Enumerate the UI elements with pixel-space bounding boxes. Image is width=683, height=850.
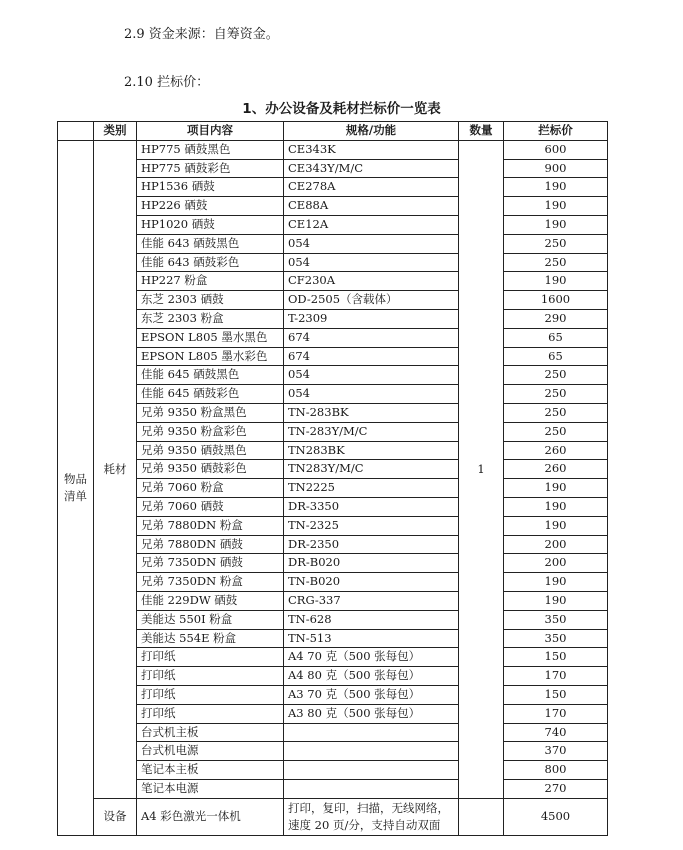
spec-cell: T-2309 <box>284 309 459 328</box>
spec-cell: DR-3350 <box>284 497 459 516</box>
spec-cell: 054 <box>284 253 459 272</box>
price-cell: 65 <box>504 347 608 366</box>
price-cell: 190 <box>504 591 608 610</box>
price-cell: 250 <box>504 234 608 253</box>
table-row <box>58 667 608 686</box>
price-cell: 190 <box>504 197 608 216</box>
spec-cell: TN-628 <box>284 610 459 629</box>
spec-cell: CRG-337 <box>284 591 459 610</box>
equipment-price-cell: 4500 <box>504 798 608 835</box>
table-row <box>58 610 608 629</box>
item-cell: HP226 硒鼓 <box>137 197 284 216</box>
item-cell: HP775 硒鼓彩色 <box>137 159 284 178</box>
header-blank <box>58 122 94 141</box>
spec-cell: DR-B020 <box>284 554 459 573</box>
item-cell: 佳能 645 硒鼓彩色 <box>137 385 284 404</box>
item-cell: 打印纸 <box>137 648 284 667</box>
table-caption: 1、办公设备及耗材拦标价一览表 <box>242 101 441 117</box>
spec-cell: 674 <box>284 328 459 347</box>
item-cell: 兄弟 9350 硒鼓彩色 <box>137 460 284 479</box>
spec-cell: TN-283BK <box>284 403 459 422</box>
price-cell: 900 <box>504 159 608 178</box>
spec-cell: A3 80 克（500 张每包） <box>284 704 459 723</box>
item-cell: 兄弟 7880DN 硒鼓 <box>137 535 284 554</box>
item-cell: HP1536 硒鼓 <box>137 178 284 197</box>
table-header-row <box>58 122 608 141</box>
table-row <box>58 516 608 535</box>
item-cell: 兄弟 9350 硒鼓黑色 <box>137 441 284 460</box>
item-cell: 兄弟 7060 粉盒 <box>137 479 284 498</box>
spec-cell <box>284 761 459 780</box>
price-cell: 800 <box>504 761 608 780</box>
header-spec: 规格/功能 <box>284 122 459 141</box>
item-cell: 台式机主板 <box>137 723 284 742</box>
item-cell: HP1020 硒鼓 <box>137 215 284 234</box>
price-cell: 350 <box>504 629 608 648</box>
table-row <box>58 779 608 798</box>
table-row <box>58 291 608 310</box>
table-row <box>58 460 608 479</box>
item-cell: 佳能 229DW 硒鼓 <box>137 591 284 610</box>
price-cell: 250 <box>504 385 608 404</box>
table-row <box>58 422 608 441</box>
table-row <box>58 234 608 253</box>
table-row <box>58 685 608 704</box>
quantity-cell: 1 <box>459 140 504 798</box>
item-cell: 美能达 550I 粉盒 <box>137 610 284 629</box>
header-price: 拦标价 <box>504 122 608 141</box>
spec-cell: 674 <box>284 347 459 366</box>
table-row <box>58 403 608 422</box>
item-cell: 打印纸 <box>137 704 284 723</box>
spec-cell <box>284 779 459 798</box>
price-limit-paragraph: 2.10 拦标价： <box>124 75 210 90</box>
price-cell: 250 <box>504 403 608 422</box>
table-row <box>58 573 608 592</box>
item-cell: HP775 硒鼓黑色 <box>137 140 284 159</box>
spec-cell: 054 <box>284 385 459 404</box>
spec-cell: OD-2505（含载体） <box>284 291 459 310</box>
item-cell: 笔记本主板 <box>137 761 284 780</box>
item-cell: 佳能 645 硒鼓黑色 <box>137 366 284 385</box>
spec-cell: TN-283Y/M/C <box>284 422 459 441</box>
item-cell: 兄弟 9350 粉盒彩色 <box>137 422 284 441</box>
spec-cell: CE343Y/M/C <box>284 159 459 178</box>
table-row <box>58 159 608 178</box>
table-row <box>58 309 608 328</box>
spec-cell: 054 <box>284 234 459 253</box>
price-cell: 350 <box>504 610 608 629</box>
item-cell: 兄弟 9350 粉盒黑色 <box>137 403 284 422</box>
table-row <box>58 197 608 216</box>
spec-cell <box>284 723 459 742</box>
equipment-item-cell: A4 彩色激光一体机 <box>137 798 284 835</box>
item-cell: 东芝 2303 硒鼓 <box>137 291 284 310</box>
table-row <box>58 591 608 610</box>
price-cell: 190 <box>504 573 608 592</box>
price-cell: 270 <box>504 779 608 798</box>
item-cell: 美能达 554E 粉盒 <box>137 629 284 648</box>
item-cell: 佳能 643 硒鼓彩色 <box>137 253 284 272</box>
price-cell: 1600 <box>504 291 608 310</box>
spec-cell: CE12A <box>284 215 459 234</box>
table-row <box>58 366 608 385</box>
table-row <box>58 554 608 573</box>
spec-cell: DR-2350 <box>284 535 459 554</box>
equipment-spec-cell: 打印，复印，扫描，无线网络，速度 20 页/分，支持自动双面 <box>284 798 459 835</box>
price-cell: 250 <box>504 422 608 441</box>
table-row <box>58 253 608 272</box>
table-row <box>58 648 608 667</box>
price-cell: 190 <box>504 215 608 234</box>
spec-cell: TN-2325 <box>284 516 459 535</box>
price-cell: 260 <box>504 441 608 460</box>
table-row <box>58 272 608 291</box>
header-quantity: 数量 <box>459 122 504 141</box>
price-cell: 370 <box>504 742 608 761</box>
price-cell: 150 <box>504 685 608 704</box>
item-cell: 台式机电源 <box>137 742 284 761</box>
table-row <box>58 479 608 498</box>
price-cell: 200 <box>504 554 608 573</box>
spec-cell: TN283BK <box>284 441 459 460</box>
table-row <box>58 441 608 460</box>
spec-cell: TN-513 <box>284 629 459 648</box>
item-cell: 东芝 2303 粉盒 <box>137 309 284 328</box>
equipment-row <box>58 798 608 835</box>
price-cell: 290 <box>504 309 608 328</box>
group-label-cell: 物品清单 <box>58 140 94 835</box>
table-row <box>58 742 608 761</box>
spec-cell: CF230A <box>284 272 459 291</box>
table-body <box>58 140 608 835</box>
price-cell: 600 <box>504 140 608 159</box>
price-cell: 200 <box>504 535 608 554</box>
price-cell: 170 <box>504 704 608 723</box>
spec-cell: A3 70 克（500 张每包） <box>284 685 459 704</box>
price-cell: 190 <box>504 178 608 197</box>
header-item: 项目内容 <box>137 122 284 141</box>
spec-cell: CE88A <box>284 197 459 216</box>
item-cell: 打印纸 <box>137 685 284 704</box>
item-cell: 佳能 643 硒鼓黑色 <box>137 234 284 253</box>
table-row <box>58 347 608 366</box>
spec-cell: CE343K <box>284 140 459 159</box>
item-cell: 兄弟 7880DN 粉盒 <box>137 516 284 535</box>
item-cell: EPSON L805 墨水彩色 <box>137 347 284 366</box>
price-cell: 260 <box>504 460 608 479</box>
price-cell: 65 <box>504 328 608 347</box>
price-cell: 250 <box>504 253 608 272</box>
table-row <box>58 761 608 780</box>
table-row <box>58 704 608 723</box>
price-cell: 150 <box>504 648 608 667</box>
spec-cell: A4 70 克（500 张每包） <box>284 648 459 667</box>
spec-cell: 054 <box>284 366 459 385</box>
item-cell: 兄弟 7060 硒鼓 <box>137 497 284 516</box>
equipment-label-cell: 设备 <box>94 798 137 835</box>
table-row <box>58 328 608 347</box>
spec-cell: A4 80 克（500 张每包） <box>284 667 459 686</box>
funding-paragraph: 2.9 资金来源：自筹资金。 <box>124 27 279 42</box>
header-category: 类别 <box>94 122 137 141</box>
table-row <box>58 385 608 404</box>
price-cell: 190 <box>504 497 608 516</box>
table-row <box>58 629 608 648</box>
table-row <box>58 535 608 554</box>
table-row <box>58 723 608 742</box>
consumables-label-cell: 耗材 <box>94 140 137 798</box>
item-cell: 兄弟 7350DN 硒鼓 <box>137 554 284 573</box>
item-cell: EPSON L805 墨水黑色 <box>137 328 284 347</box>
spec-cell: TN283Y/M/C <box>284 460 459 479</box>
item-cell: 兄弟 7350DN 粉盒 <box>137 573 284 592</box>
equipment-quantity-cell <box>459 798 504 835</box>
item-cell: 打印纸 <box>137 667 284 686</box>
price-cell: 170 <box>504 667 608 686</box>
table-row <box>58 140 608 159</box>
spec-cell: CE278A <box>284 178 459 197</box>
price-cell: 740 <box>504 723 608 742</box>
spec-cell: TN2225 <box>284 479 459 498</box>
price-cell: 190 <box>504 516 608 535</box>
price-table <box>57 121 608 836</box>
item-cell: 笔记本电源 <box>137 779 284 798</box>
spec-cell: TN-B020 <box>284 573 459 592</box>
item-cell: HP227 粉盒 <box>137 272 284 291</box>
price-cell: 250 <box>504 366 608 385</box>
spec-cell <box>284 742 459 761</box>
price-cell: 190 <box>504 479 608 498</box>
table-row <box>58 497 608 516</box>
price-cell: 190 <box>504 272 608 291</box>
table-row <box>58 215 608 234</box>
table-row <box>58 178 608 197</box>
